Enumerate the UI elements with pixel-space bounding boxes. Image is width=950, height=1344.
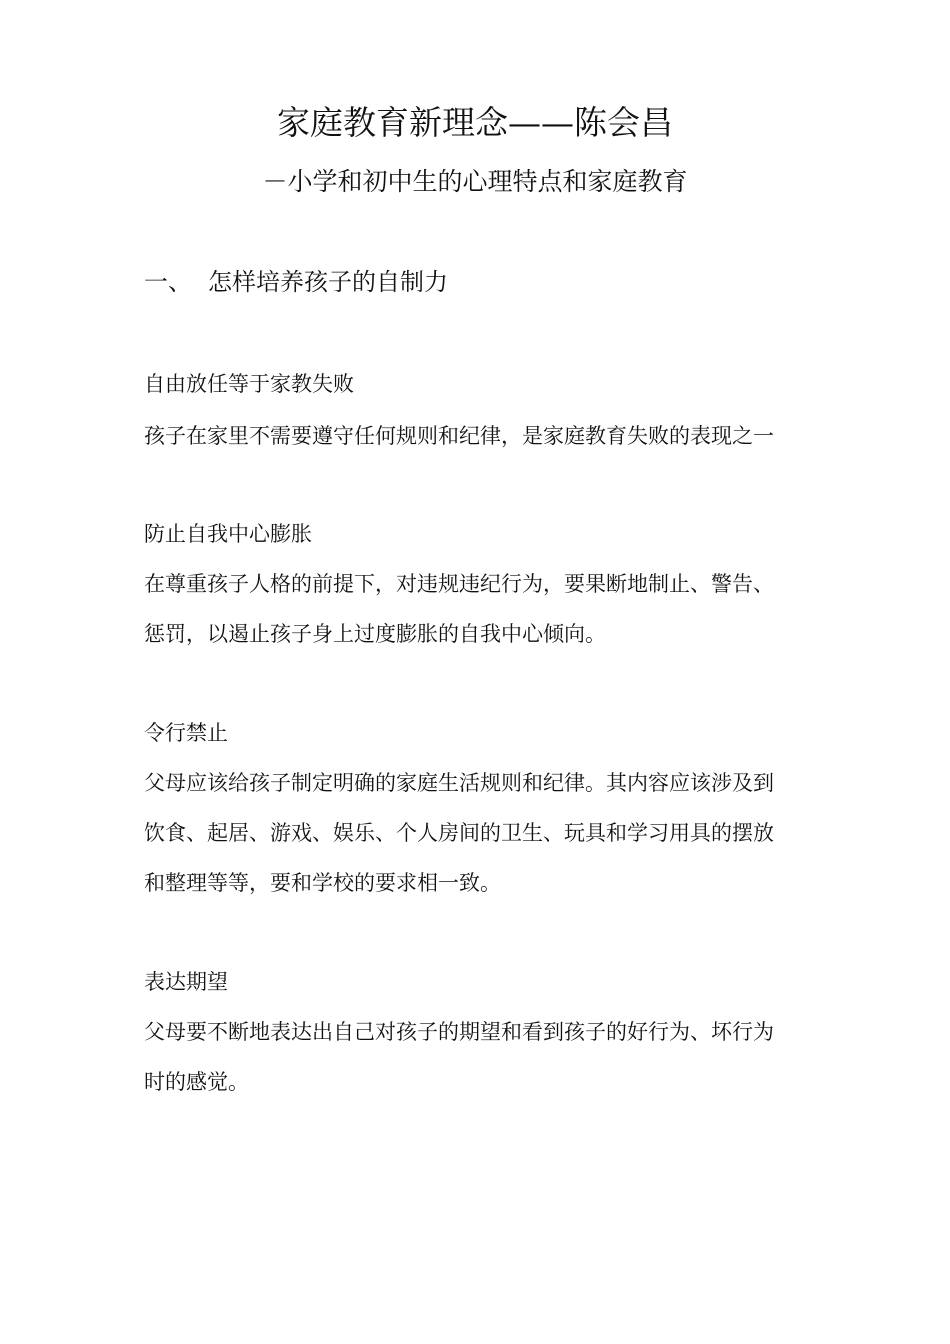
paragraph-line: 惩罚，以遏止孩子身上过度膨胀的自我中心倾向。 [144, 622, 606, 646]
section-title: 怎样培养孩子的自制力 [208, 268, 448, 296]
section-heading [144, 264, 448, 300]
paragraph-line: 饮食、起居、游戏、娱乐、个人房间的卫生、玩具和学习用具的摆放 [144, 821, 774, 845]
item-heading: 令行禁止 [144, 721, 228, 745]
paragraph-line: 父母要不断地表达出自己对孩子的期望和看到孩子的好行为、坏行为 [144, 1020, 774, 1044]
paragraph-line: 在尊重孩子人格的前提下，对违规违纪行为，要果断地制止、警告、 [144, 572, 774, 596]
paragraph-line: 和整理等等，要和学校的要求相一致。 [144, 871, 501, 895]
document-subtitle: －小学和初中生的心理特点和家庭教育 [262, 167, 688, 196]
paragraph-line: 父母应该给孩子制定明确的家庭生活规则和纪律。其内容应该涉及到 [144, 771, 774, 795]
paragraph-line: 孩子在家里不需要遵守任何规则和纪律，是家庭教育失败的表现之一 [144, 424, 774, 448]
paragraph-line: 时的感觉。 [144, 1070, 249, 1094]
item-heading: 表达期望 [144, 970, 228, 994]
section-number: 一、 [144, 268, 192, 296]
item-heading: 防止自我中心膨胀 [144, 522, 312, 546]
item-heading: 自由放任等于家教失败 [144, 372, 354, 396]
document-title: 家庭教育新理念——陈会昌 [277, 103, 673, 142]
